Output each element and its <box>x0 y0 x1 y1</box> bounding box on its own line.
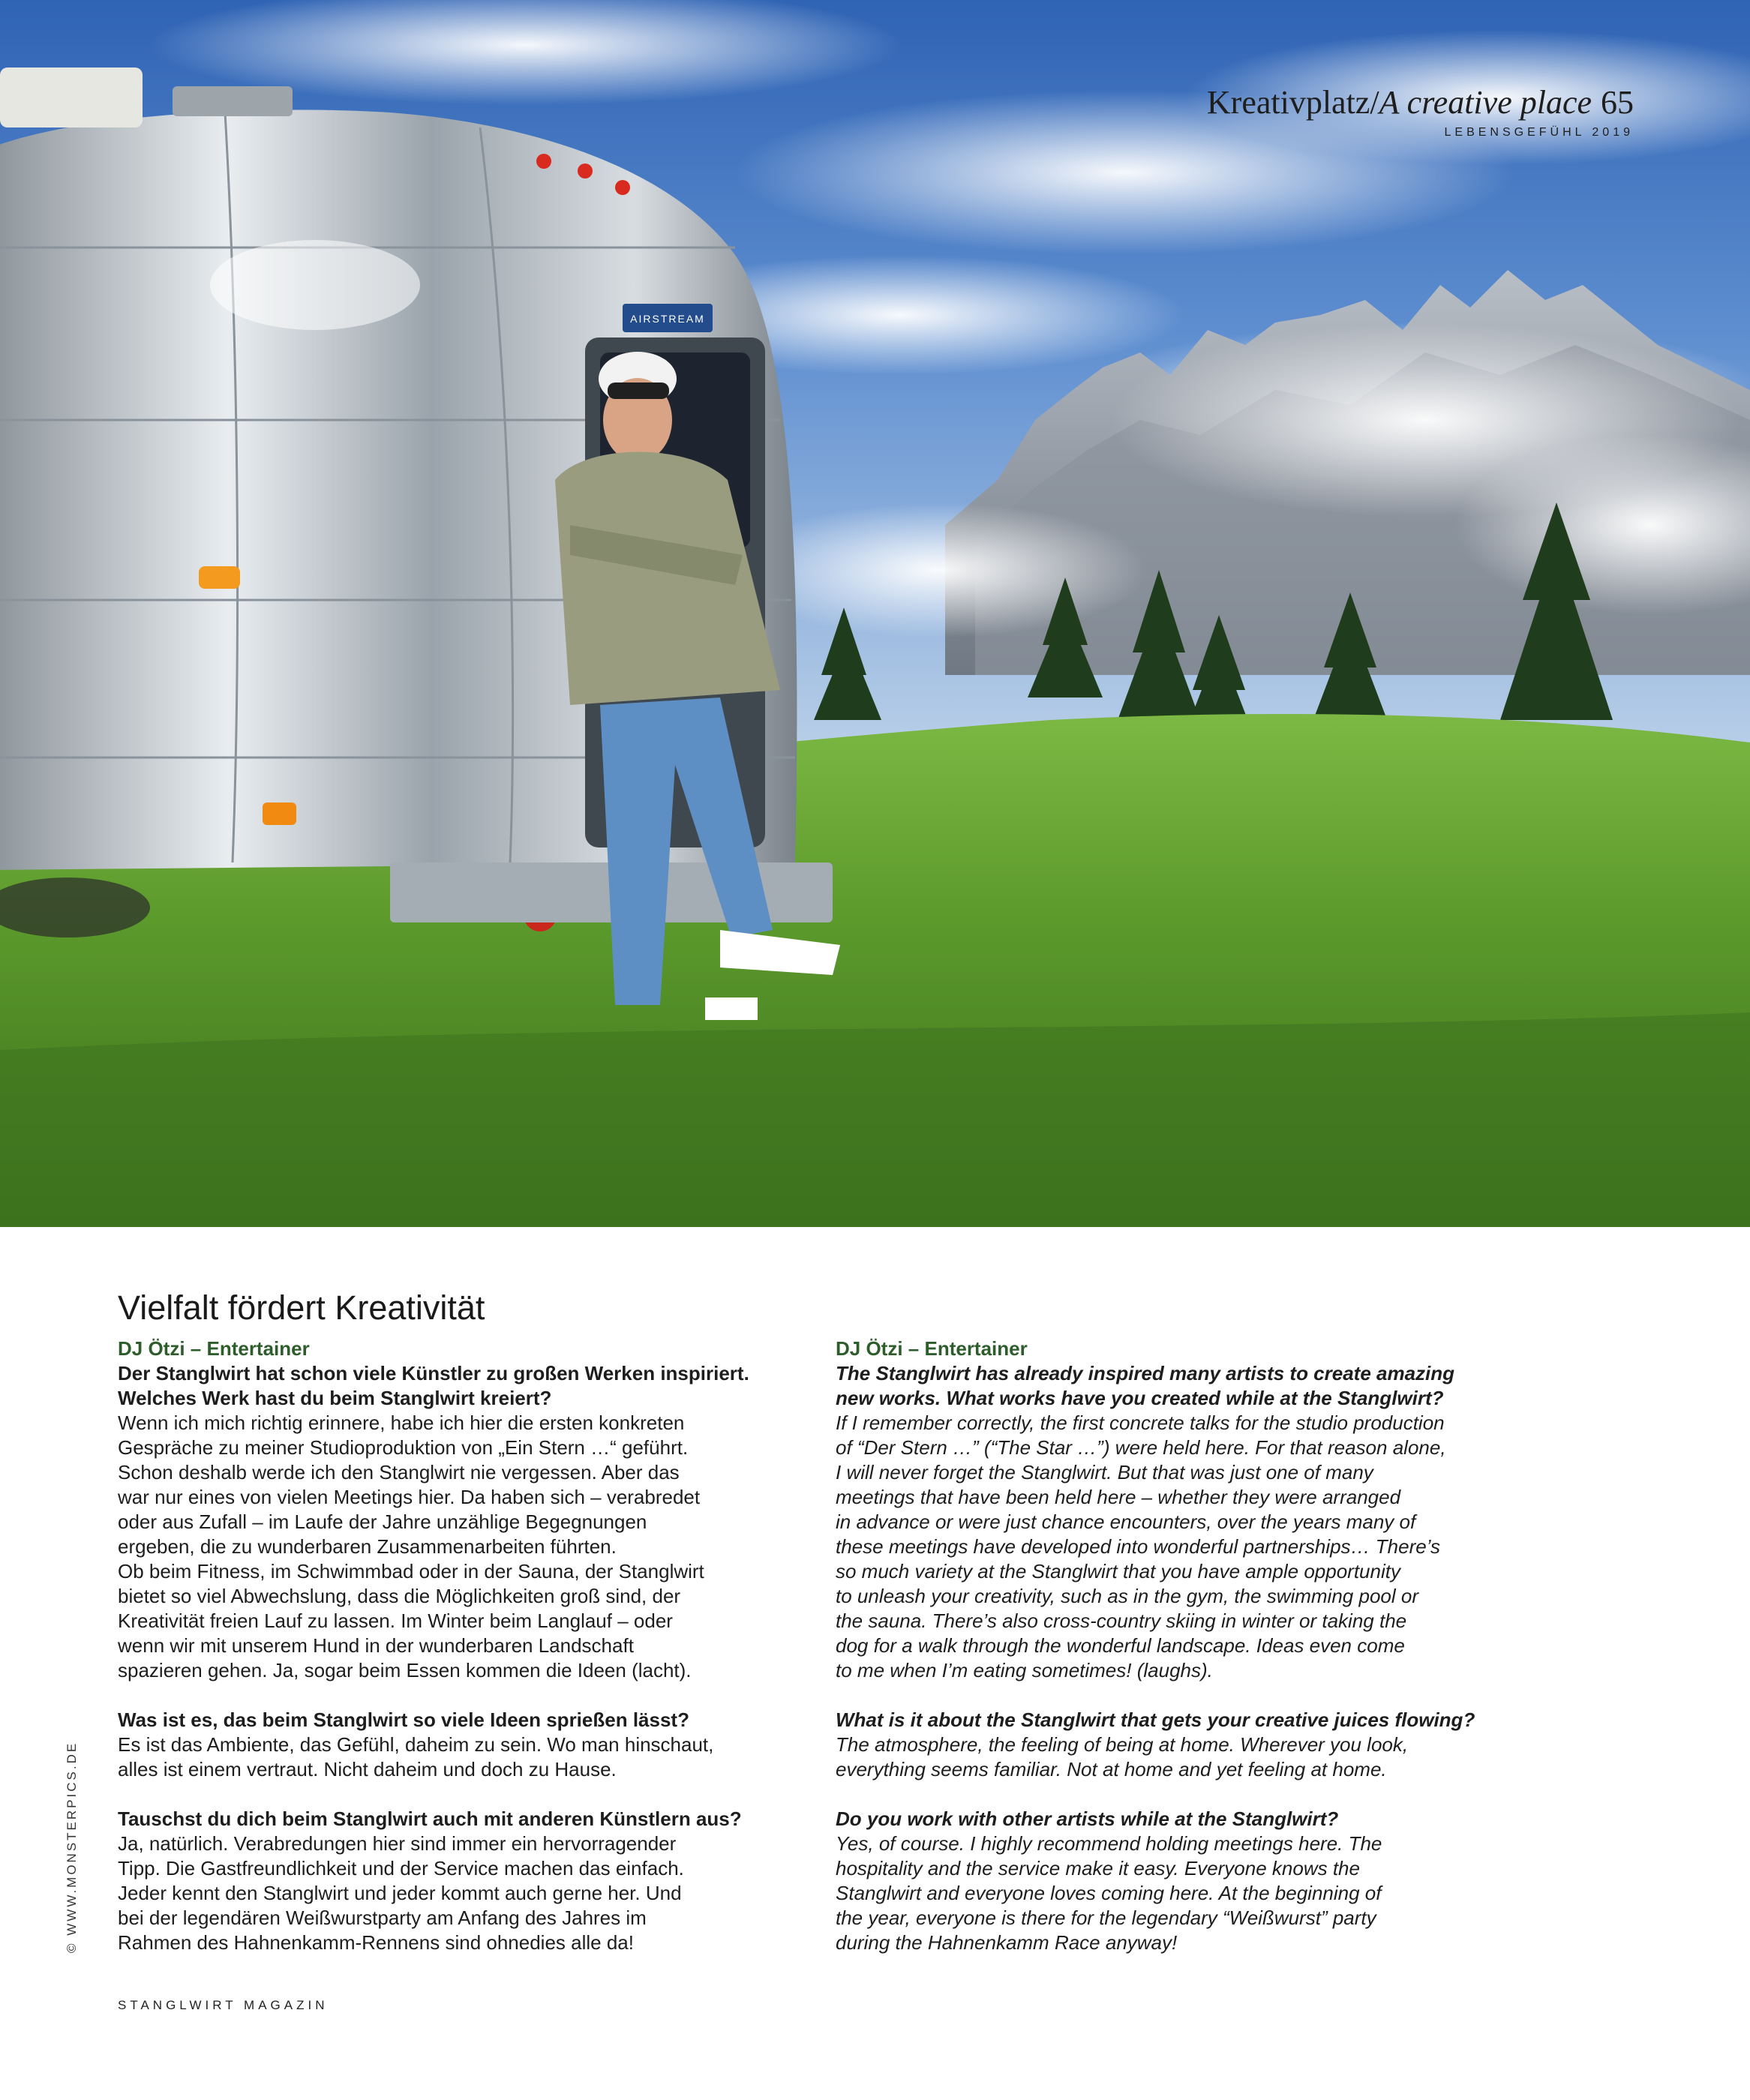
byline: DJ Ötzi – Entertainer <box>836 1337 1028 1360</box>
answer-line: the year, everyone is there for the legendary “Weißwurst” party <box>836 1906 1376 1929</box>
answer-line: these meetings have developed into wonderful partnerships… There’s <box>836 1535 1440 1558</box>
answer-line: Yes, of course. I highly recommend holding meetings here. The <box>836 1832 1382 1855</box>
answer-line: bietet so viel Abwechslung, dass die Möglichkeiten groß sind, der <box>118 1585 681 1607</box>
answer-line: alles ist einem vertraut. Nicht daheim und doch zu Hause. <box>118 1758 617 1780</box>
answer-line: Ob beim Fitness, im Schwimmbad oder in der Sauna, der Stanglwirt <box>118 1560 704 1582</box>
english-column <box>836 1336 1511 1955</box>
answer-line: Stanglwirt and everyone loves coming here. At the beginning of <box>836 1882 1382 1904</box>
header-title <box>1207 84 1634 122</box>
answer-line: Schon deshalb werde ich den Stanglwirt nie vergessen. Aber das <box>118 1461 680 1484</box>
answer-line: Gespräche zu meiner Studioproduktion von „Ein Stern …“ geführt. <box>118 1436 689 1459</box>
answer-line: meetings that have been held here – whether they were arranged <box>836 1486 1401 1508</box>
page-number: 65 <box>1601 84 1634 121</box>
answer-line: bei der legendären Weißwurstparty am Anfang des Jahres im <box>118 1906 647 1929</box>
answer-line: Tipp. Die Gastfreundlichkeit und der Service machen das einfach. <box>118 1857 684 1880</box>
question-line: Was ist es, das beim Stanglwirt so viele Ideen sprießen lässt? <box>118 1708 689 1731</box>
question-line: The Stanglwirt has already inspired many artists to create amazing <box>836 1362 1455 1384</box>
footer-magazine-name: STANGLWIRT MAGAZIN <box>118 1998 329 2012</box>
answer-line: war nur eines von vielen Meetings hier. Da haben sich – verabredet <box>118 1486 701 1508</box>
answer-line: in advance or were just chance encounters, over the years many of <box>836 1510 1416 1533</box>
answer-line: hospitality and the service make it easy. Everyone knows the <box>836 1857 1360 1880</box>
answer-line: oder aus Zufall – im Laufe der Jahre unzählige Begegnungen <box>118 1510 647 1533</box>
section-title-de: Kreativplatz <box>1206 84 1370 121</box>
section-title-en: A creative place <box>1379 84 1592 121</box>
answer-line: The atmosphere, the feeling of being at home. Wherever you look, <box>836 1733 1409 1756</box>
answer-line: ergeben, die zu wunderbaren Zusammenarbeiten führten. <box>118 1535 617 1558</box>
answer-line: during the Hahnenkamm Race anyway! <box>836 1931 1178 1954</box>
answer-line: the sauna. There’s also cross-country skiing in winter or taking the <box>836 1610 1407 1632</box>
answer-line: of “Der Stern …” (“The Star …”) were held here. For that reason alone, <box>836 1436 1446 1459</box>
answer-line: I will never forget the Stanglwirt. But that was just one of many <box>836 1461 1373 1484</box>
photo-credit: © WWW.MONSTERPICS.DE <box>65 1741 79 1953</box>
answer-line: Ja, natürlich. Verabredungen hier sind immer ein hervorragender <box>118 1832 677 1855</box>
page-header <box>1207 84 1634 140</box>
answer-line: so much variety at the Stanglwirt that you have ample opportunity <box>836 1560 1400 1582</box>
question-line: What is it about the Stanglwirt that gets your creative juices flowing? <box>836 1708 1475 1731</box>
byline: DJ Ötzi – Entertainer <box>118 1337 310 1360</box>
answer-line: Wenn ich mich richtig erinnere, habe ich hier die ersten konkreten <box>118 1412 685 1434</box>
answer-line: to me when I’m eating sometimes! (laughs). <box>836 1659 1213 1682</box>
answer-line: everything seems familiar. Not at home and yet feeling at home. <box>836 1758 1387 1780</box>
german-column <box>118 1336 793 1955</box>
answer-line: Jeder kennt den Stanglwirt und jeder kommt auch gerne her. Und <box>118 1882 682 1904</box>
question-line: Tauschst du dich beim Stanglwirt auch mit anderen Künstlern aus? <box>118 1808 742 1830</box>
question-line: Welches Werk hast du beim Stanglwirt kreiert? <box>118 1387 552 1409</box>
answer-line: Kreativität freien Lauf zu lassen. Im Winter beim Langlauf – oder <box>118 1610 673 1632</box>
answer-line: spazieren gehen. Ja, sogar beim Essen kommen die Ideen (lacht). <box>118 1659 692 1682</box>
answer-line: to unleash your creativity, such as in the gym, the swimming pool or <box>836 1585 1418 1607</box>
answer-line: dog for a walk through the wonderful landscape. Ideas even come <box>836 1634 1405 1657</box>
question-line: Der Stanglwirt hat schon viele Künstler zu großen Werken inspiriert. <box>118 1362 749 1384</box>
section-separator: / <box>1370 84 1379 121</box>
issue-label: LEBENSGEFÜHL 2019 <box>1444 126 1634 139</box>
answer-line: wenn wir mit unserem Hund in der wunderbaren Landschaft <box>118 1634 634 1657</box>
answer-line: If I remember correctly, the first concrete talks for the studio production <box>836 1412 1445 1434</box>
airstream-badge-text: AIRSTREAM <box>630 313 705 325</box>
answer-line: Es ist das Ambiente, das Gefühl, daheim zu sein. Wo man hinschaut, <box>118 1733 714 1756</box>
question-line: Do you work with other artists while at the Stanglwirt? <box>836 1808 1339 1830</box>
question-line: new works. What works have you created while at the Stanglwirt? <box>836 1387 1444 1409</box>
article-headline: Vielfalt fördert Kreativität <box>118 1288 485 1327</box>
answer-line: Rahmen des Hahnenkamm-Rennens sind ohnedies alle da! <box>118 1931 634 1954</box>
